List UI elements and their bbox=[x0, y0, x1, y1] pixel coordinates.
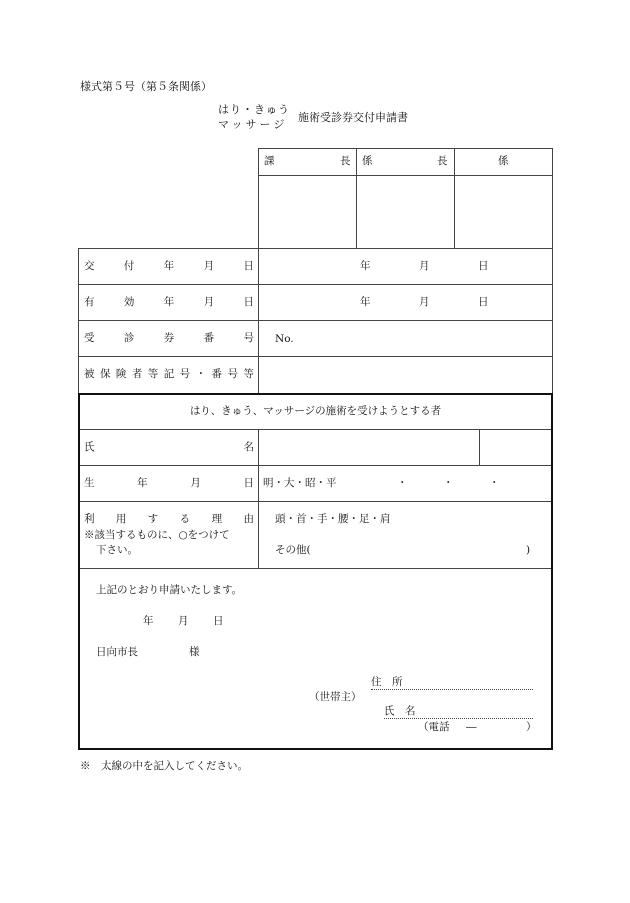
valid-date-label: 有 効 年 月 日 bbox=[84, 296, 254, 308]
issue-date-label: 交 付 年 月 日 bbox=[84, 260, 254, 272]
phone-label: （電話 bbox=[418, 721, 450, 733]
approval-col1-b: 長 bbox=[340, 155, 351, 167]
issue-month: 月 bbox=[419, 260, 430, 272]
address-line bbox=[371, 689, 533, 690]
other-reason-label: その他( bbox=[275, 544, 311, 556]
applicant-name-label: 氏 名 bbox=[384, 705, 416, 717]
reason-label: 利 用 す る 理 由 bbox=[84, 513, 254, 525]
other-reason-close: ) bbox=[526, 544, 531, 556]
name-label: 氏 名 bbox=[84, 441, 254, 453]
footer-note: ※ 太線の中を記入してください。 bbox=[80, 760, 248, 772]
applicant-heading: はり、きゅう、マッサージの施術を受けようとする者 bbox=[189, 405, 442, 417]
approval-col3: 係 bbox=[498, 155, 509, 167]
dob-dot-3: ・ bbox=[489, 477, 500, 489]
valid-year: 年 bbox=[360, 296, 371, 308]
phone-close: ） bbox=[526, 721, 537, 733]
form-title: 施術受診券交付申請書 bbox=[298, 111, 408, 124]
applicant-name-line bbox=[384, 718, 533, 719]
approval-col2-a: 係 bbox=[362, 155, 373, 167]
issue-day: 日 bbox=[478, 260, 489, 272]
ticket-number-label: 受 診 券 番 号 bbox=[84, 332, 254, 344]
reason-note-line2: 下さい。 bbox=[96, 544, 138, 556]
addressee-honorific: 様 bbox=[189, 646, 200, 658]
form-number: 様式第５号（第５条関係） bbox=[80, 80, 212, 93]
title-line1: はり・きゅう bbox=[218, 103, 290, 116]
issue-year: 年 bbox=[360, 260, 371, 272]
valid-month: 月 bbox=[419, 296, 430, 308]
address-label: 住 所 bbox=[371, 676, 403, 688]
insured-number-label: 被 保 険 者 等 記 号 ・ 番 号 等 bbox=[84, 368, 254, 380]
reason-note-line1: ※該当するものに、○をつけて bbox=[84, 529, 230, 541]
approval-col2-b: 長 bbox=[437, 155, 448, 167]
approval-col1-a: 課 bbox=[264, 155, 275, 167]
era-options: 明・大・昭・平 bbox=[263, 477, 337, 489]
phone-dash: ― bbox=[466, 721, 477, 733]
dob-dot-2: ・ bbox=[443, 477, 454, 489]
declaration-statement: 上記のとおり申請いたします。 bbox=[96, 584, 243, 596]
addressee: 日向市長 bbox=[96, 646, 138, 658]
declaration-year: 年 bbox=[143, 615, 154, 627]
dob-dot-1: ・ bbox=[397, 477, 408, 489]
title-line2: マッサージ bbox=[218, 118, 288, 131]
ticket-number-prefix: No. bbox=[275, 333, 294, 345]
declaration-month: 月 bbox=[178, 615, 189, 627]
dob-label: 生 年 月 日 bbox=[84, 477, 254, 489]
valid-day: 日 bbox=[478, 296, 489, 308]
declaration-day: 日 bbox=[213, 615, 224, 627]
householder-label: （世帯主） bbox=[309, 691, 362, 703]
body-parts-options: 頭・首・手・腰・足・肩 bbox=[275, 513, 391, 525]
